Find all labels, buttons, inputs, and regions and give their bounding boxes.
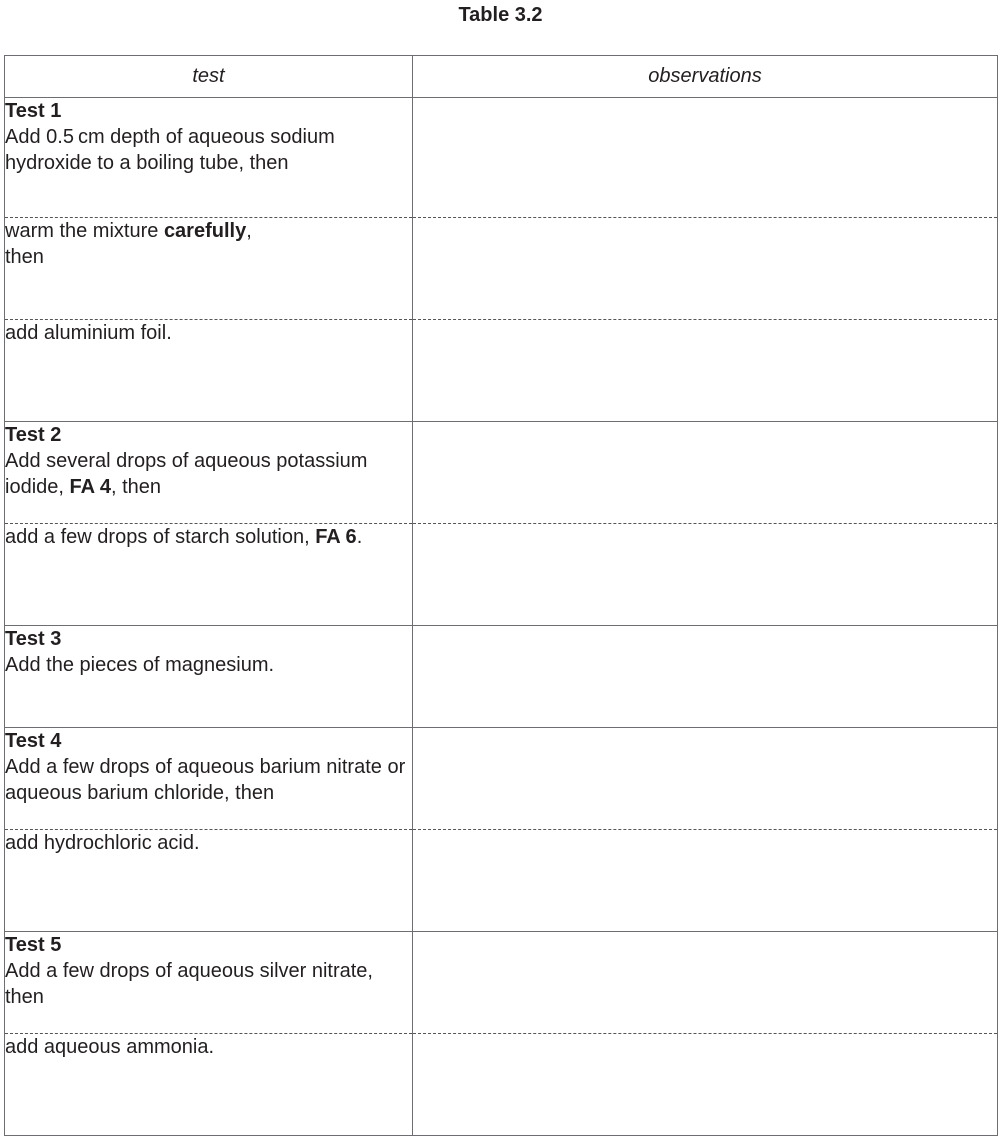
test-cell [5,932,413,1034]
test-heading: Test 5 [5,934,62,956]
test-heading: Test 2 [5,424,62,446]
test-instruction: Add 0.5 cm depth of aqueous sodium hydroxide to a boiling tube, then [5,126,335,174]
test-instruction-emphasis: FA 6 [315,526,357,548]
observation-cell[interactable] [413,422,998,524]
table-row [5,422,998,524]
test-instruction-emphasis: carefully [163,220,247,242]
observations-column-header: observations [413,56,998,98]
test-instruction: warm the mixture [5,220,164,242]
observation-cell[interactable] [413,932,998,1034]
observation-cell[interactable] [413,320,998,422]
observation-cell[interactable] [413,524,998,626]
observation-cell[interactable] [413,830,998,932]
test-instruction: Add the pieces of magnesium. [5,654,275,676]
test-column-header: test [5,56,413,98]
test-instruction: add aluminium foil. [5,322,172,344]
test-cell [5,422,413,524]
table-row [5,320,998,422]
test-instruction-tail: . [356,526,363,548]
test-instruction: Add a few drops of aqueous silver nitrate, then [5,960,373,1008]
test-cell [5,728,413,830]
test-instruction-tail: , then [5,220,252,268]
table-row [5,830,998,932]
test-heading: Test 3 [5,628,62,650]
table-row [5,728,998,830]
test-instruction: add a few drops of starch solution, [5,526,316,548]
test-instruction-tail: , then [111,476,162,498]
test-cell [5,1034,413,1136]
test-cell [5,830,413,932]
test-cell [5,626,413,728]
table-body [5,98,998,1136]
table-caption: Table 3.2 [458,4,543,26]
table-row [5,98,998,218]
test-instruction: Add a few drops of aqueous barium nitrate or aqueous barium chloride, then [5,756,406,804]
table-row [5,524,998,626]
test-instruction: add aqueous ammonia. [5,1036,215,1058]
observation-cell[interactable] [413,98,998,218]
test-heading: Test 1 [5,100,62,122]
test-instruction-emphasis: FA 4 [69,476,111,498]
test-instruction: add hydrochloric acid. [5,832,200,854]
observation-cell[interactable] [413,728,998,830]
observation-cell[interactable] [413,218,998,320]
test-heading: Test 4 [5,730,62,752]
test-cell [5,524,413,626]
table-row [5,626,998,728]
observation-cell[interactable] [413,626,998,728]
table-row [5,1034,998,1136]
header-row [5,56,998,98]
table-row [5,218,998,320]
observation-cell[interactable] [413,1034,998,1136]
test-cell [5,320,413,422]
test-cell [5,98,413,218]
test-instruction: Add several drops of aqueous potassium iodide, [5,450,368,498]
table-row [5,932,998,1034]
test-cell [5,218,413,320]
results-table [4,55,998,1136]
